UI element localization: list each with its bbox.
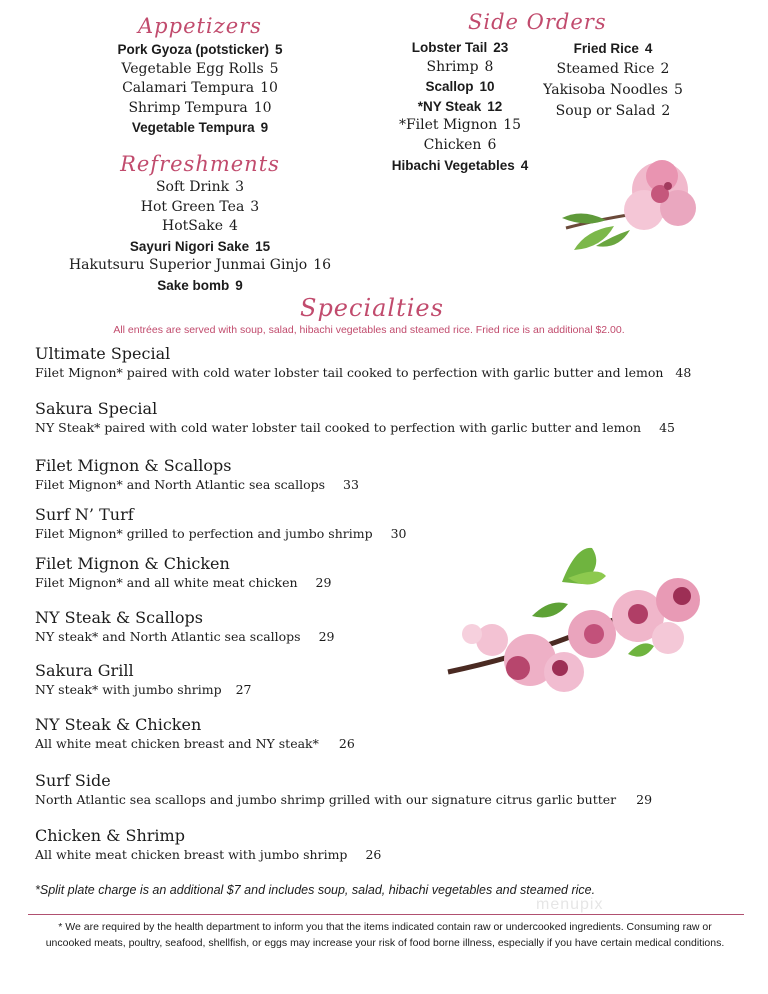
specialty-price: 29: [315, 575, 332, 590]
side-orders-left: [380, 38, 540, 175]
specialty-price: 48: [675, 365, 692, 380]
menu-item: Scallop 10: [425, 79, 495, 95]
specialty-desc: All white meat chicken breast with jumbo shrimp: [35, 847, 348, 862]
menu-item: Sayuri Nigori Sake 15: [129, 238, 271, 254]
specialty-item: [35, 456, 359, 494]
specialties-title: Specialties: [300, 294, 444, 322]
specialty-name: Ultimate Special: [35, 344, 171, 363]
menu-item: Soft Drink 3: [155, 179, 245, 195]
menu-item: Steamed Rice 2: [556, 61, 670, 77]
menu-item: Yakisoba Noodles 5: [543, 82, 683, 98]
specialty-desc: All white meat chicken breast and NY steak*: [35, 736, 319, 751]
specialty-desc: NY steak* and North Atlantic sea scallops: [35, 629, 301, 644]
specialty-desc: North Atlantic sea scallops and jumbo shrimp grilled with our signature citrus garlic butter: [35, 792, 617, 807]
menu-item: Hot Green Tea 3: [140, 198, 260, 215]
watermark: menupix: [536, 896, 604, 913]
appetizers-title: Appetizers: [138, 14, 262, 38]
specialty-name: Surf N’ Turf: [35, 505, 134, 524]
side-orders-title: Side Orders: [468, 10, 607, 34]
specialty-price: 27: [235, 682, 252, 697]
specialty-price: 30: [390, 526, 407, 541]
specialty-price: 26: [365, 847, 382, 862]
menu-item: Vegetable Egg Rolls 5: [121, 60, 279, 77]
cherry-blossom-branch-icon: [442, 542, 708, 712]
menu-item: Fried Rice 4: [573, 41, 653, 56]
divider: [28, 914, 744, 915]
menu-item: Shrimp Tempura 10: [128, 99, 272, 116]
specialty-price: 29: [636, 792, 653, 807]
specialty-desc: Filet Mignon* and all white meat chicken: [35, 575, 298, 590]
menu-item: Pork Gyoza (potsticker) 5: [117, 42, 283, 57]
specialty-name: Filet Mignon & Scallops: [35, 456, 232, 475]
menu-item: Soup or Salad 2: [555, 103, 671, 119]
specialty-desc: Filet Mignon* paired with cold water lobster tail cooked to perfection with garlic butter and lemon: [35, 365, 664, 380]
specialty-price: 45: [659, 420, 676, 435]
split-plate-note: *Split plate charge is an additional $7 and includes soup, salad, hibachi vegetables and steamed rice.: [35, 883, 596, 897]
specialty-desc: NY steak* with jumbo shrimp: [35, 682, 222, 697]
specialties-note: All entrées are served with soup, salad, hibachi vegetables and steamed rice. Fried rice is an additional $2.00.: [113, 324, 625, 336]
health-disclaimer: [20, 919, 750, 951]
specialty-item: [35, 661, 251, 699]
specialty-price: 26: [338, 736, 355, 751]
specialty-name: Sakura Special: [35, 399, 158, 418]
specialty-item: [35, 554, 331, 592]
specialty-desc: Filet Mignon* and North Atlantic sea scallops: [35, 477, 326, 492]
menu-item: Calamari Tempura 10: [122, 80, 278, 97]
disclaimer-line: uncooked meats, poultry, seafood, shellfish, or eggs may increase your risk of food borne illness, especially if you have certain medical conditions.: [45, 937, 725, 949]
menu-item: HotSake 4: [162, 218, 238, 235]
disclaimer-line: * We are required by the health department to inform you that the items indicated contain raw or undercooked ingredients. Consuming raw or: [58, 921, 712, 933]
menu-item: Hakutsuru Superior Junmai Ginjo 16: [68, 257, 332, 274]
specialty-desc: Filet Mignon* grilled to perfection and jumbo shrimp: [35, 526, 373, 541]
specialty-name: Surf Side: [35, 771, 111, 790]
menu-item: *NY Steak 12: [417, 98, 503, 114]
specialty-desc: NY Steak* paired with cold water lobster tail cooked to perfection with garlic butter and lemon: [35, 420, 642, 435]
specialty-item: [35, 826, 381, 864]
specialty-item: [35, 505, 407, 543]
menu-item: Vegetable Tempura 9: [131, 120, 269, 136]
specialty-name: NY Steak & Chicken: [35, 715, 202, 734]
menu-item: *Filet Mignon 15: [398, 117, 522, 134]
specialty-name: NY Steak & Scallops: [35, 608, 203, 627]
side-orders-right: [538, 38, 688, 122]
refreshments-section: [60, 152, 340, 296]
specialty-name: Filet Mignon & Chicken: [35, 554, 230, 573]
specialty-item: [35, 715, 355, 753]
specialty-item: [35, 608, 335, 646]
menu-item: Lobster Tail 23: [411, 40, 509, 55]
specialty-price: 33: [343, 477, 359, 492]
menu-item: Chicken 6: [423, 136, 497, 153]
refreshments-title: Refreshments: [120, 152, 280, 176]
specialty-name: Sakura Grill: [35, 661, 134, 680]
specialty-name: Chicken & Shrimp: [35, 826, 185, 845]
menu-item: Sake bomb 9: [157, 277, 243, 293]
specialty-item: [35, 771, 652, 809]
specialty-price: 29: [318, 629, 335, 644]
menu-item: Shrimp 8: [426, 58, 494, 75]
specialty-item: [35, 344, 691, 382]
specialty-item: [35, 399, 675, 437]
cherry-blossom-icon: [556, 150, 706, 272]
menu-item: Hibachi Vegetables 4: [391, 157, 529, 173]
appetizers-section: [80, 14, 320, 138]
